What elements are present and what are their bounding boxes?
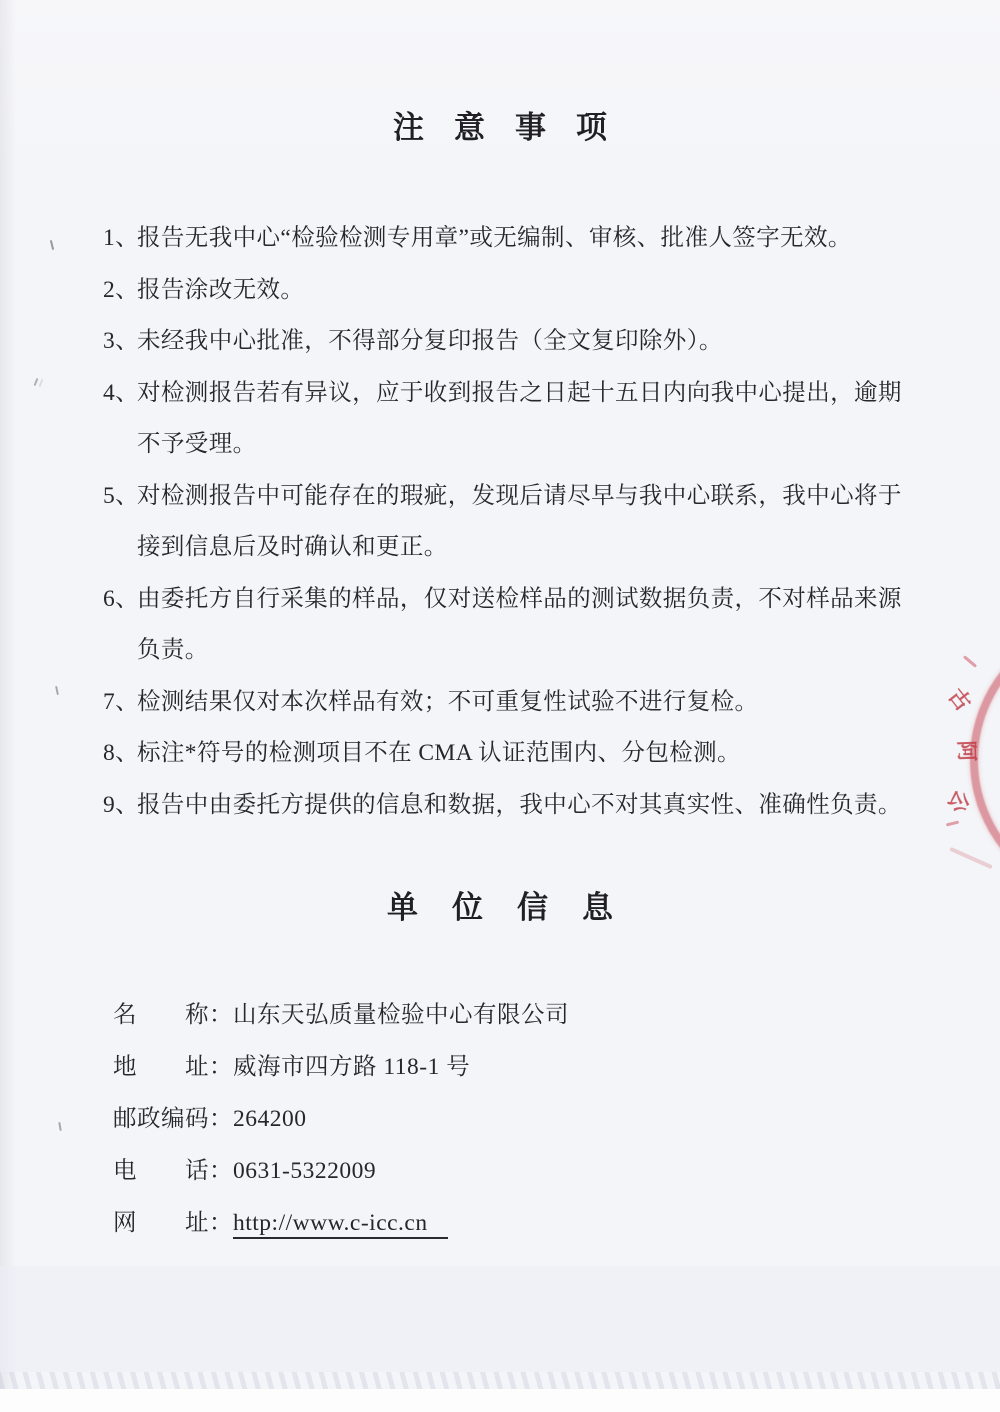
red-seal-character: 阿: [954, 740, 979, 762]
notice-list: [103, 213, 933, 831]
scan-left-shade: [0, 0, 16, 1412]
notice-item: [103, 316, 933, 368]
unit-info-row: [113, 1197, 953, 1249]
scanner-bed-edge: [0, 1389, 1000, 1412]
unit-info-label: 地 址：: [113, 1054, 233, 1080]
notice-item-line: 对检测报告中可能存在的瑕疵，发现后请尽早与我中心联系，我中心将于: [137, 482, 902, 509]
notice-item-number: 9、: [103, 791, 140, 818]
notice-item-line: 未经我中心批准，不得部分复印报告（全文复印除外）。: [137, 328, 723, 354]
notice-item-line: 标注*符号的检测项目不在 CMA 认证范围内、分包检测。: [137, 740, 741, 766]
notice-item-number: 3、: [103, 328, 140, 354]
unit-info-label: 电 话：: [113, 1158, 233, 1184]
notice-item-number: 2、: [103, 276, 140, 303]
notice-item-number: 6、: [103, 585, 140, 612]
notice-section-title: 注意事项: [393, 110, 637, 145]
red-seal-smudge: [949, 847, 993, 869]
notice-item-line: 负责。: [137, 637, 209, 663]
unit-info-row: [113, 989, 953, 1041]
notice-item-line: 报告涂改无效。: [137, 276, 305, 303]
unit-info-row: [113, 1041, 953, 1093]
notice-item-number: 4、: [103, 379, 140, 406]
unit-info-label: 名 称：: [113, 1002, 233, 1028]
notice-item-line: 不予受理。: [137, 431, 257, 457]
notice-item-line: 接到信息后及时确认和更正。: [137, 534, 448, 560]
red-seal-stroke: [963, 655, 977, 668]
scan-noise-strip: [0, 1372, 1000, 1389]
notice-item: [103, 368, 933, 471]
unit-info-row: [113, 1145, 953, 1197]
scan-speck: [55, 686, 59, 695]
notice-item-line: 报告无我中心“检验检测专用章”或无编制、审核、批准人签字无效。: [137, 225, 852, 251]
notice-item: [103, 574, 933, 677]
red-seal-character: 古: [943, 683, 976, 716]
notice-item: [103, 471, 933, 574]
notice-item: [103, 780, 933, 832]
notice-item-number: 7、: [103, 688, 140, 715]
unit-info-label: 邮政编码：: [113, 1106, 233, 1132]
notice-item: [103, 265, 933, 317]
unit-info-value: 264200: [233, 1106, 307, 1132]
notice-item-line: 检测结果仅对本次样品有效；不可重复性试验不进行复检。: [137, 688, 759, 715]
notice-item: [103, 213, 933, 265]
unit-info-value: 山东天弘质量检验中心有限公司: [233, 1002, 569, 1028]
red-seal-character: 公: [942, 786, 975, 817]
unit-info-row: [113, 1093, 953, 1145]
unit-info-value-url: http://www.c-icc.cn: [233, 1210, 448, 1239]
unit-info-value: 威海市四方路 118-1 号: [233, 1054, 471, 1080]
scan-speck: [34, 378, 39, 386]
unit-info-label: 网 址：: [113, 1210, 233, 1236]
notice-item-number: 8、: [103, 740, 140, 766]
unit-info-value: 0631-5322009: [233, 1158, 377, 1184]
scan-speck: [58, 1122, 62, 1131]
scan-shade-band: [0, 1266, 1000, 1372]
notice-item-line: 报告中由委托方提供的信息和数据，我中心不对其真实性、准确性负责。: [137, 791, 902, 818]
scan-speck: [50, 240, 54, 250]
notice-item: [103, 728, 933, 780]
notice-item-number: 5、: [103, 482, 140, 509]
red-seal-stroke: [946, 820, 959, 826]
notice-item-line: 对检测报告若有异议，应于收到报告之日起十五日内向我中心提出，逾期: [137, 379, 902, 406]
notice-item-line: 由委托方自行采集的样品，仅对送检样品的测试数据负责，不对样品来源: [137, 585, 902, 612]
notice-item: [103, 677, 933, 729]
unit-info-list: [113, 989, 953, 1249]
notice-item-number: 1、: [103, 225, 140, 251]
unit-info-section-title: 单位信息: [387, 890, 647, 925]
